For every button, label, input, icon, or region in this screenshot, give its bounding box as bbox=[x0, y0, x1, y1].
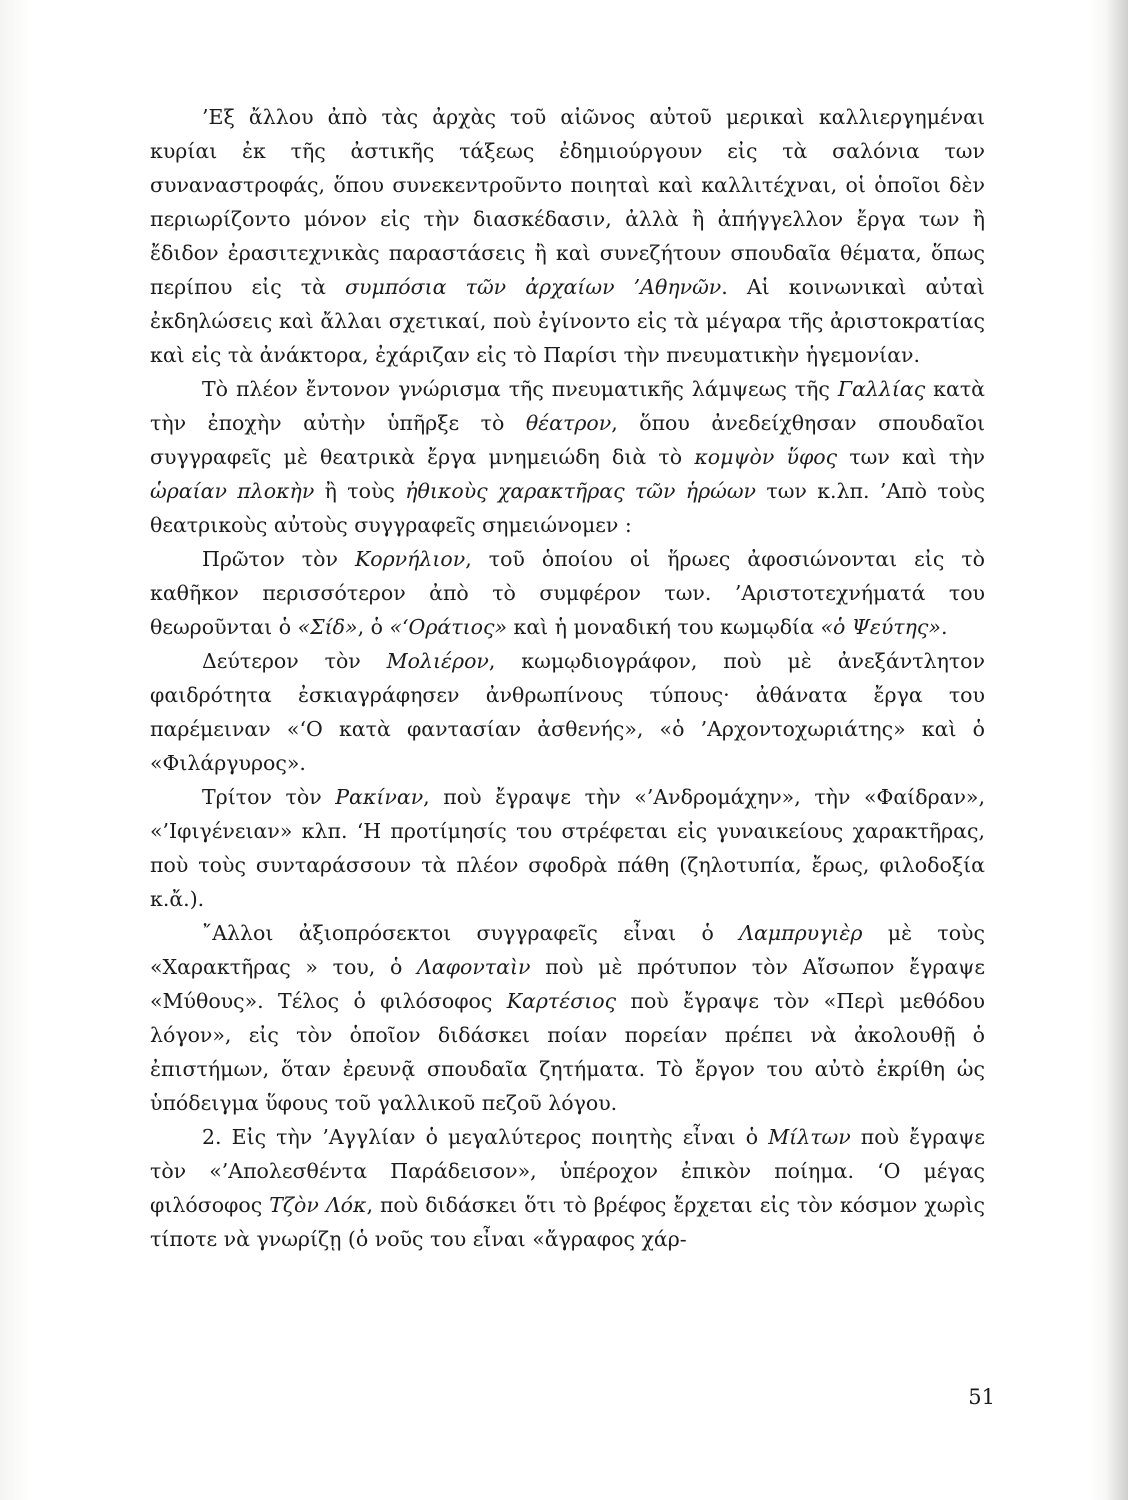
text-run: μὲ τοὺς «Χαρακτῆρας » του, ὁ bbox=[150, 921, 985, 979]
italic-text: Μολιέρον bbox=[386, 649, 489, 673]
italic-text: ὡραίαν πλοκὴν bbox=[150, 479, 315, 503]
italic-text: κομψὸν ὕφος bbox=[694, 445, 838, 469]
text-run: ποὺ ἔγραψε τὸν «’Απολεσθέντα Παράδεισον», ὑπέροχον ἐπικὸν ποίημα. ‘Ο μέγας φιλόσοφος bbox=[150, 1125, 985, 1217]
italic-text: «‘Οράτιος» bbox=[389, 615, 507, 639]
italic-text: Μίλτων bbox=[768, 1125, 851, 1149]
text-run: των κ.λπ. ’Απὸ τοὺς θεατρικοὺς αὐτοὺς συγγραφεῖς σημειώνομεν : bbox=[150, 479, 985, 537]
italic-text: Λαφονταὶν bbox=[417, 955, 531, 979]
text-run: Τὸ πλέον ἔντονον γνώρισμα τῆς πνευματικῆς λάμψεως τῆς bbox=[202, 377, 838, 401]
text-run: Πρῶτον τὸν bbox=[202, 547, 355, 571]
italic-text: Τζὸν Λόκ bbox=[269, 1193, 367, 1217]
text-run: ῎Αλλοι ἀξιοπρόσεκτοι συγγραφεῖς εἶναι ὁ bbox=[202, 921, 740, 945]
italic-text: Ρακίναν bbox=[335, 785, 424, 809]
text-run: , τοῦ ὁποίου οἱ ἥρωες ἀφοσιώνονται εἰς τὸ καθῆκον περισσότερον ἀπὸ τὸ συμφέρον των. ’Αριστοτεχνήματά του θεωροῦνται ὁ bbox=[150, 547, 986, 639]
body-text bbox=[150, 100, 985, 1256]
text-run: κατὰ τὴν ἐποχὴν αὐτὴν ὑπῆρξε τὸ bbox=[150, 377, 986, 435]
text-run: ἢ τοὺς bbox=[314, 479, 406, 503]
paragraph bbox=[150, 644, 985, 780]
page-edge-shadow bbox=[1106, 0, 1128, 1500]
paragraph bbox=[150, 916, 985, 1120]
text-run: . bbox=[940, 615, 948, 639]
paragraph bbox=[150, 542, 985, 644]
paragraph bbox=[150, 100, 985, 372]
text-run: , ποὺ ἔγραψε τὴν «’Ανδρομάχην», τὴν «Φαίδραν», «’Ιφιγένειαν» κλπ. ‘Η προτίμησίς του στρέφεται εἰς γυναικείους χαρακτῆρας, ποὺ τοὺς συνταράσσουν τὰ πλέον σφοδρὰ πάθη (ζηλοτυπία, ἔρως, φιλοδοξία κ.ἄ.). bbox=[150, 785, 985, 911]
paragraph bbox=[150, 1120, 985, 1256]
text-run: ποὺ ἔγραψε τὸν «Περὶ μεθόδου λόγον», εἰς τὸν ὁποῖον διδάσκει ποίαν πορείαν πρέπει νὰ ἀκολουθῇ ὁ ἐπιστήμων, ὅταν ἐρευνᾷ σπουδαῖα ζητήματα. Τὸ ἔργον του αὐτὸ ἐκρίθη ὡς ὑπόδειγμα ὕφους τοῦ γαλλικοῦ πεζοῦ λόγου. bbox=[150, 989, 985, 1115]
text-run: των καὶ τὴν bbox=[837, 445, 985, 469]
text-run: Τρίτον τὸν bbox=[202, 785, 336, 809]
text-run: . Αἱ κοινωνικαὶ αὐταὶ ἐκδηλώσεις καὶ ἄλλαι σχετικαί, ποὺ ἐγίνοντο εἰς τὰ μέγαρα τῆς ἀριστοκρατίας καὶ εἰς τὰ ἀνάκτορα, ἐχάριζαν εἰς τὸ Παρίσι τὴν πνευματικὴν ἡγεμονίαν. bbox=[150, 275, 985, 367]
text-run: καὶ ἡ μοναδική του κωμῳδία bbox=[507, 615, 821, 639]
page-number: 51 bbox=[968, 1385, 995, 1409]
italic-text: «ὁ Ψεύτης» bbox=[820, 615, 941, 639]
italic-text: ἠθικοὺς χαρακτῆρας τῶν ἡρώων bbox=[405, 479, 757, 503]
italic-text: «Σίδ» bbox=[297, 615, 358, 639]
italic-text: Λαμπρυγιὲρ bbox=[739, 921, 863, 945]
italic-text: θέατρον bbox=[525, 411, 612, 435]
text-run: , ὁ bbox=[357, 615, 390, 639]
text-run: ’Εξ ἄλλου ἀπὸ τὰς ἀρχὰς τοῦ αἰῶνος αὐτοῦ μερικαὶ καλλιεργημέναι κυρίαι ἐκ τῆς ἀστικῆς τάξεως ἐδημιούργουν εἰς τὰ σαλόνια των συναναστροφάς, ὅπου συνεκεντροῦντο ποιηταὶ καὶ καλλιτέχναι, οἱ ὁποῖοι δὲν περιωρίζοντο μόνον εἰς τὴν διασκέδασιν, ἀλλὰ ἢ ἀπήγγελλον ἔργα των ἢ ἔδιδον ἐρασιτεχνικὰς παραστάσεις ἢ καὶ συνεζήτουν σπουδαῖα θέματα, ὅπως περίπου εἰς τὰ bbox=[150, 105, 985, 299]
text-run: Δεύτερον τὸν bbox=[202, 649, 387, 673]
italic-text: Κορνήλιον bbox=[354, 547, 466, 571]
text-run: , ὅπου ἀνεδείχθησαν σπουδαῖοι συγγραφεῖς μὲ θεατρικὰ ἔργα μνημειώδη διὰ τὸ bbox=[150, 411, 985, 469]
paragraph bbox=[150, 372, 985, 542]
text-run: , ποὺ διδάσκει ὅτι τὸ βρέφος ἔρχεται εἰς τὸν κόσμον χωρὶς τίποτε νὰ γνωρίζῃ (ὁ νοῦς του εἶναι «ἄγραφος χάρ- bbox=[150, 1193, 985, 1251]
italic-text: Καρτέσιος bbox=[506, 989, 617, 1013]
paragraph bbox=[150, 780, 985, 916]
italic-text: Γαλλίας bbox=[837, 377, 926, 401]
italic-text: συμπόσια τῶν ἀρχαίων ’Αθηνῶν bbox=[345, 275, 722, 299]
text-run: ποὺ μὲ πρότυπον τὸν Αἴσωπον ἔγραψε «Μύθους». Τέλος ὁ φιλόσοφος bbox=[150, 955, 985, 1013]
text-run: , κωμῳδιογράφον, ποὺ μὲ ἀνεξάντλητον φαιδρότητα ἐσκιαγράφησεν ἀνθρωπίνους τύπους· ἀθάνατα ἔργα του παρέμειναν «‘Ο κατὰ φαντασίαν ἀσθενής», «ὁ ’Αρχοντοχωριάτης» καὶ ὁ «Φιλάργυρος». bbox=[150, 649, 985, 775]
text-run: 2. Εἰς τὴν ’Αγγλίαν ὁ μεγαλύτερος ποιητὴς εἶναι ὁ bbox=[202, 1125, 769, 1149]
